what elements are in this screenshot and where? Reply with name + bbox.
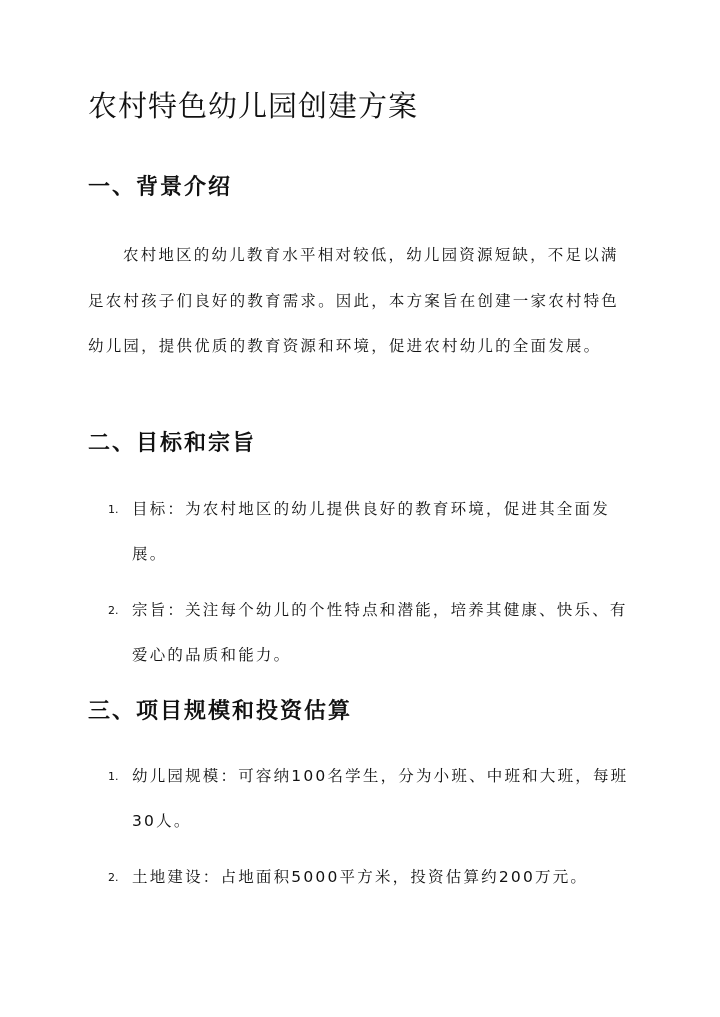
- list-text: 幼儿园规模：可容纳100名学生，分为小班、中班和大班，每班30人。: [132, 767, 629, 830]
- list-number: 1.: [108, 503, 119, 516]
- list-number: 1.: [108, 770, 119, 783]
- section-heading-goals: 二、目标和宗旨: [88, 431, 257, 456]
- list-number: 2.: [108, 604, 119, 617]
- document-title: 农村特色幼儿园创建方案: [88, 89, 419, 123]
- section-heading-scale-investment: 三、项目规模和投资估算: [88, 699, 353, 724]
- list-number: 2.: [108, 871, 119, 884]
- list-text: 宗旨：关注每个幼儿的个性特点和潜能，培养其健康、快乐、有爱心的品质和能力。: [132, 601, 628, 664]
- section-heading-background: 一、背景介绍: [88, 175, 233, 200]
- list-text: 目标：为农村地区的幼儿提供良好的教育环境，促进其全面发展。: [132, 500, 610, 563]
- list-text: 土地建设：占地面积5000平方米，投资估算约200万元。: [132, 868, 589, 886]
- section-paragraph-background: 农村地区的幼儿教育水平相对较低，幼儿园资源短缺，不足以满足农村孩子们良好的教育需求。因此，本方案旨在创建一家农村特色幼儿园，提供优质的教育资源和环境，促进农村幼儿的全面发展。: [88, 246, 620, 355]
